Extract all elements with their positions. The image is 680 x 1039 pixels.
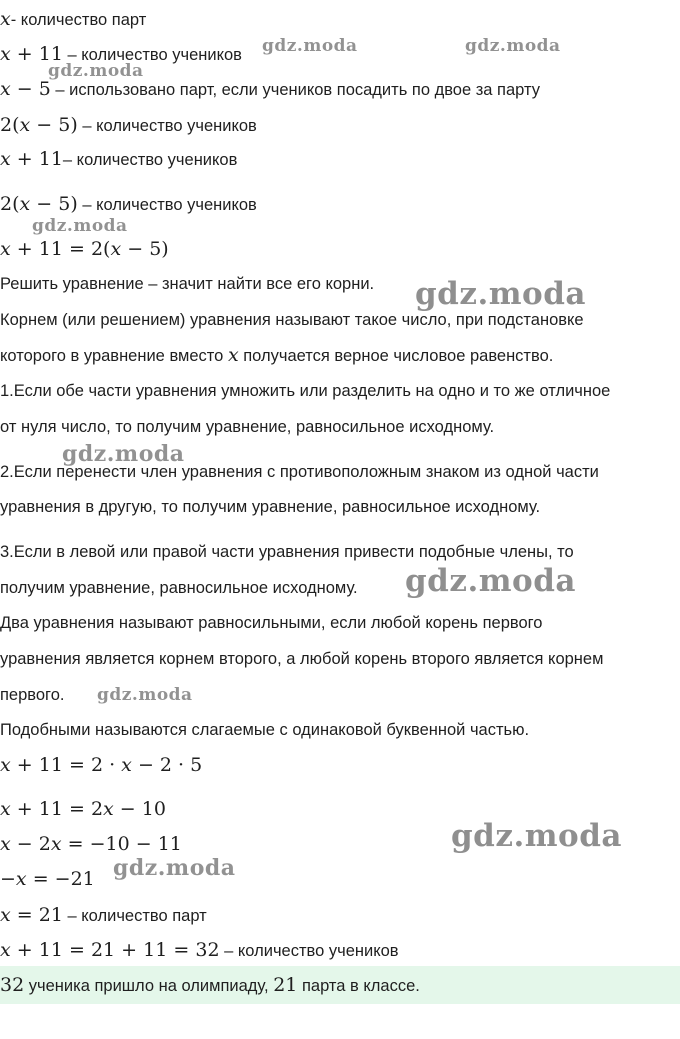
math-expression: 21 [273, 974, 298, 996]
math-expression: 2(x − 5) [0, 193, 78, 215]
math-expression: x [227, 344, 239, 366]
line-text: первого. [0, 686, 65, 704]
line-text: уравнения является корнем второго, а любой корень второго является корнем [0, 650, 604, 668]
text-line [0, 719, 529, 741]
text-line [0, 193, 257, 216]
text-line [0, 380, 610, 402]
line-text: Два уравнения называют равносильными, если любой корень первого [0, 614, 543, 632]
line-text: уравнения в другую, то получим уравнение, равносильное исходному. [0, 498, 541, 516]
math-expression: −x = −21 [0, 868, 95, 890]
text-line [0, 612, 542, 634]
line-text: которого в уравнение вместо [0, 347, 228, 365]
watermark: gdz.moda [405, 563, 576, 599]
equation-line [0, 868, 95, 891]
watermark: gdz.moda [465, 36, 561, 56]
watermark: gdz.moda [97, 685, 193, 705]
math-expression: 2(x − 5) [0, 114, 78, 136]
math-expression: 32 [0, 974, 25, 996]
text-line [0, 78, 540, 101]
math-expression: x − 5 [0, 78, 51, 100]
text-line [0, 309, 584, 331]
equation-line [0, 238, 169, 261]
math-expression: x + 11 = 2(x − 5) [0, 238, 169, 260]
equation-line [0, 798, 166, 821]
line-text: получим уравнение, равносильное исходному. [0, 579, 358, 597]
watermark: gdz.moda [113, 855, 236, 881]
watermark: gdz.moda [451, 818, 622, 854]
line-text: – количество учеников [77, 117, 257, 135]
answer-text: парта в классе. [297, 977, 420, 995]
line-text: Подобными называются слагаемые с одинаковой буквенной частью. [0, 721, 530, 739]
line-text: Решить уравнение – значит найти все его корни. [0, 275, 375, 293]
line-text: 1.Если обе части уравнения умножить или разделить на одно и то же отличное [0, 382, 611, 400]
answer-line [0, 974, 420, 997]
text-line [0, 148, 237, 171]
math-expression: x + 11 [0, 43, 63, 65]
text-line [0, 8, 146, 31]
line-text: – количество парт [62, 907, 207, 925]
text-line [0, 273, 374, 295]
watermark: gdz.moda [262, 36, 358, 56]
line-text: получается верное числовое равенство. [238, 347, 554, 365]
equation-line [0, 754, 202, 777]
text-line [0, 939, 399, 962]
text-line [0, 541, 574, 563]
text-line [0, 577, 358, 599]
math-expression: x + 11 [0, 148, 63, 170]
line-text: 2.Если перенести член уравнения с противоположным знаком из одной части [0, 463, 599, 481]
text-line [0, 648, 603, 670]
math-expression: x + 11 = 2 · x − 2 · 5 [0, 754, 203, 776]
line-text: – количество учеников [219, 942, 399, 960]
watermark: gdz.moda [32, 216, 128, 236]
answer-box [0, 966, 680, 1004]
answer-text: ученика пришло на олимпиаду, [24, 977, 274, 995]
line-text: – использовано парт, если учеников посадить по двое за парту [50, 81, 540, 99]
equation-line [0, 833, 182, 856]
text-line [0, 904, 207, 927]
watermark: gdz.moda [62, 441, 185, 467]
line-text: 3.Если в левой или правой части уравнения привести подобные члены, то [0, 543, 574, 561]
watermark: gdz.moda [48, 61, 144, 81]
line-text: Корнем (или решением) уравнения называют такое число, при подстановке [0, 311, 584, 329]
math-expression: x = 21 [0, 904, 63, 926]
line-text: - количество парт [10, 11, 147, 29]
line-text: – количество учеников [62, 46, 242, 64]
line-text: – количество учеников [62, 151, 238, 169]
math-expression: x − 2x = −10 − 11 [0, 833, 182, 855]
line-text: – количество учеников [77, 196, 257, 214]
text-line [0, 114, 257, 137]
text-line [0, 416, 494, 438]
math-expression: x + 11 = 2x − 10 [0, 798, 166, 820]
text-line [0, 496, 540, 518]
line-text: от нуля число, то получим уравнение, равносильное исходному. [0, 418, 495, 436]
text-line [0, 684, 64, 706]
text-line [0, 344, 553, 367]
watermark: gdz.moda [415, 276, 586, 312]
math-expression: x [0, 8, 11, 30]
math-expression: x + 11 = 21 + 11 = 32 [0, 939, 220, 961]
